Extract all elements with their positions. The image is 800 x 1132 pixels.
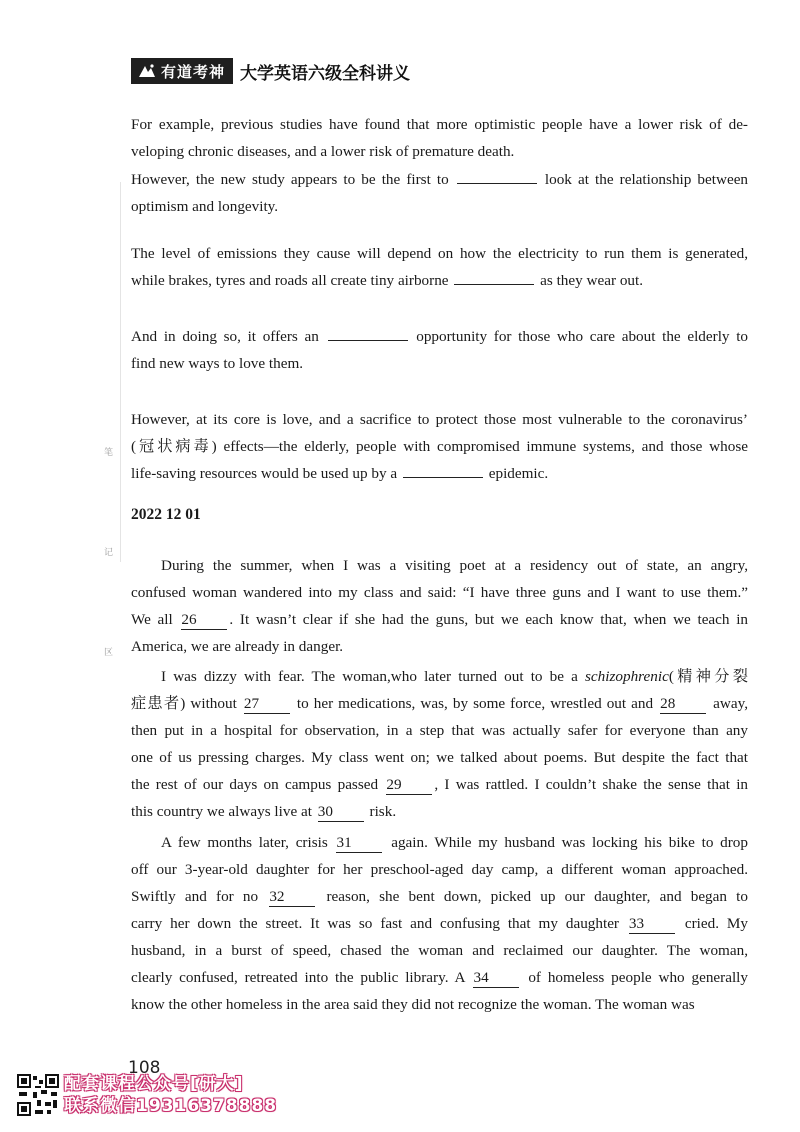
margin-note-mark: 记 <box>104 548 114 558</box>
example-sentence-1: For example, previous studies have found that more optimistic people have a lower risk of de- veloping chronic diseases, and a lower risk of premature death. <box>131 116 748 160</box>
margin-note-mark: 笔 <box>104 448 114 458</box>
answer-blank <box>328 326 408 341</box>
cloze-blank-30: 30 <box>318 803 364 822</box>
page-number: 108 <box>128 1058 161 1078</box>
cloze-blank-31: 31 <box>336 834 382 853</box>
brand-badge <box>131 58 233 84</box>
promo-line-1: 配套课程公众号[研大] <box>64 1074 244 1094</box>
passage-paragraph-3: A few months later, crisis 31 again. While my husband was locking his bike to drop off our 3-year-old daughter for her preschool-aged day camp, a different woman approached. Swiftly and for no 32 reason, she bent down, picked up our daughter, and began to carry her down the street. It was so fast and confusing that my daughter 33 cried. My husband, in a burst of speed, chased the woman and reclaimed our daughter. The woman, clearly confused, retreated into the public library. A 34 of homeless people who generally know the other homeless in the area said they did not recognize the woman. The woman was <box>131 834 749 1013</box>
section-date: 2022 12 01 <box>131 506 201 523</box>
passage-paragraph-1: During the summer, when I was a visiting poet at a residency out of state, an angry, confused woman wandered into my class and said: “I have three guns and I want to use them.” We all 26 . It wasn’t clear if she had the guns, but we each know that, when we teach in America, we are already in danger. <box>131 557 749 655</box>
answer-blank <box>457 169 537 184</box>
brand-name: 有道考神 <box>161 62 226 81</box>
example-sentence-2: However, the new study appears to be the first to look at the relationship between optimism and longevity. <box>131 171 749 215</box>
passage-paragraph-2: I was dizzy with fear. The woman,who later turned out to be a schizophrenic(精神分裂 症患者) without 27 to her medications, was, by some force, wrestled out and 28 away, then put in a hospital for observation, in a step that was actually safer for everyone than any one of us pressing charges. My class went on; we talked about poems. But despite the fact that the rest of our days on campus passed 29 , I was rattled. I couldn’t shake the sense that in this country we always live at 30 risk. <box>131 668 749 820</box>
example-sentence-3: The level of emissions they cause will depend on how the electricity to run them is generated, while brakes, tyres and roads all create tiny airborne as they wear out. <box>131 245 748 289</box>
answer-blank <box>403 463 483 478</box>
italic-term: schizophrenic <box>585 668 669 685</box>
brand-logo-icon <box>137 63 157 79</box>
cloze-blank-26: 26 <box>181 611 227 630</box>
margin-note-mark: 区 <box>104 648 114 658</box>
cloze-blank-27: 27 <box>244 695 290 714</box>
book-title: 大学英语六级全科讲义 <box>240 63 411 84</box>
cloze-blank-33: 33 <box>629 915 675 934</box>
cloze-blank-28: 28 <box>660 695 706 714</box>
page-header <box>131 57 410 85</box>
cloze-blank-32: 32 <box>269 888 315 907</box>
example-sentence-5: However, at its core is love, and a sacrifice to protect those most vulnerable to the coronavirus’ (冠状病毒) effects—the elderly, people with compromised immune systems, and those whose life-saving resources would be used up by a epidemic. <box>131 411 748 482</box>
cloze-blank-34: 34 <box>473 969 519 988</box>
promo-watermark <box>64 1073 277 1117</box>
promo-line-2: 联系微信19316378888 <box>64 1096 278 1116</box>
qr-code-icon <box>17 1074 59 1116</box>
cloze-blank-29: 29 <box>386 776 432 795</box>
answer-blank <box>454 270 534 285</box>
example-sentence-4: And in doing so, it offers an opportunity for those who care about the elderly to find new ways to love them. <box>131 328 749 372</box>
margin-rule <box>120 182 121 562</box>
